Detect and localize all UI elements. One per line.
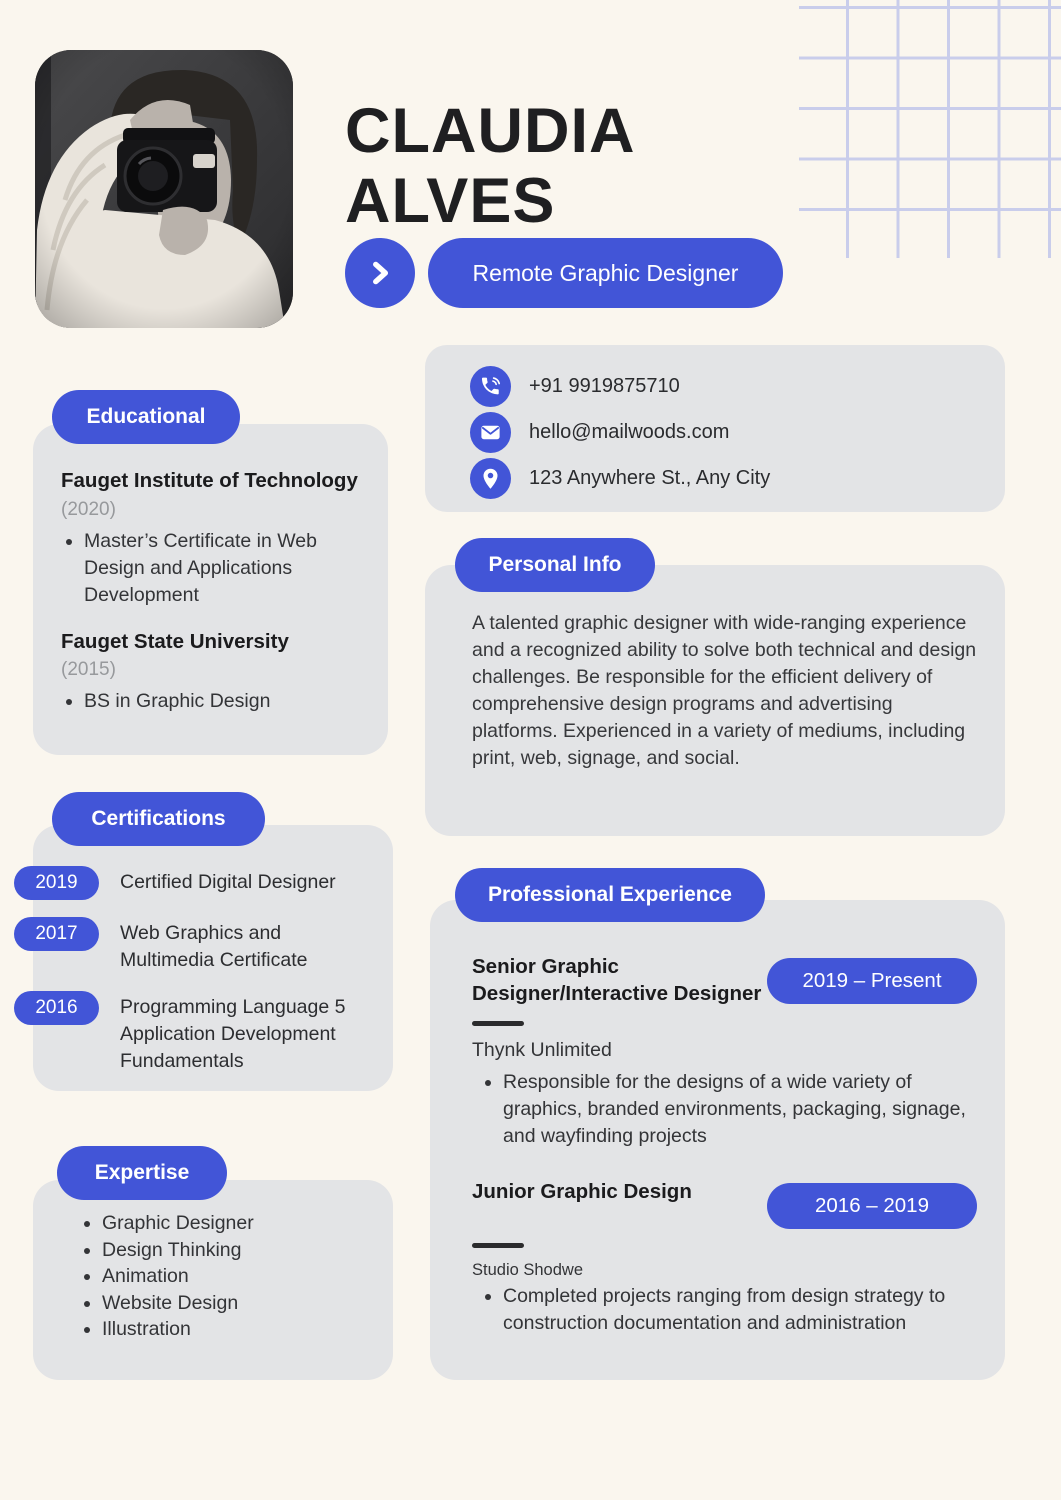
year-badge: 2017 xyxy=(14,917,99,951)
certification-row xyxy=(14,917,375,974)
job-company: Studio Shodwe xyxy=(472,1261,583,1280)
location-icon xyxy=(470,458,511,499)
expertise-item: • Design Thinking xyxy=(102,1237,375,1264)
expertise-item: • Animation xyxy=(102,1263,375,1290)
role-row xyxy=(345,238,783,308)
education-card xyxy=(33,424,388,755)
experience-entry xyxy=(472,1179,977,1337)
education-entry xyxy=(61,629,364,716)
divider xyxy=(472,1243,524,1248)
job-title: Senior Graphic Designer/Interactive Designer xyxy=(472,955,762,1005)
section-label-personal-info: Personal Info xyxy=(455,538,655,592)
experience-entry xyxy=(472,954,977,1150)
job-title: Junior Graphic Design xyxy=(472,1180,692,1204)
education-bullet: • BS in Graphic Design xyxy=(84,688,364,715)
personal-info-card xyxy=(425,565,1005,836)
job-period-badge: 2016 – 2019 xyxy=(767,1183,977,1229)
certification-title: Certified Digital Designer xyxy=(120,871,336,893)
education-bullet: • Master’s Certificate in Web Design and Applications Development xyxy=(84,528,364,609)
certifications-card xyxy=(33,825,393,1091)
certification-row xyxy=(14,866,375,900)
school-name: Fauget State University xyxy=(61,629,289,653)
job-bullet: • Completed projects ranging from design strategy to construction documentation and administration xyxy=(503,1283,977,1337)
school-year: (2015) xyxy=(61,659,116,681)
page-title: CLAUDIA ALVES xyxy=(345,96,634,237)
phone-number: +91 9919875710 xyxy=(529,375,680,397)
expertise-item: • Graphic Designer xyxy=(102,1210,375,1237)
year-badge: 2019 xyxy=(14,866,99,900)
profile-photo xyxy=(35,50,293,328)
expertise-item: • Website Design xyxy=(102,1290,375,1317)
job-period-badge: 2019 – Present xyxy=(767,958,977,1004)
school-name: Fauget Institute of Technology xyxy=(61,469,358,492)
certification-row xyxy=(14,991,375,1075)
grid-pattern-decoration xyxy=(795,0,1061,264)
role-badge: Remote Graphic Designer xyxy=(428,238,783,308)
section-label-expertise: Expertise xyxy=(57,1146,227,1200)
divider xyxy=(472,1021,524,1026)
section-label-professional-experience: Professional Experience xyxy=(455,868,765,922)
expertise-card xyxy=(33,1180,393,1380)
school-year: (2020) xyxy=(61,498,116,520)
experience-card xyxy=(430,900,1005,1380)
section-label-educational: Educational xyxy=(52,390,240,444)
contact-row-phone xyxy=(470,366,1005,407)
education-entry xyxy=(61,468,364,609)
profile-photo-illustration xyxy=(35,50,293,328)
email-address: hello@mailwoods.com xyxy=(529,421,730,443)
contact-row-email xyxy=(470,412,1005,453)
arrow-right-button[interactable] xyxy=(345,238,415,308)
email-icon xyxy=(470,412,511,453)
street-address: 123 Anywhere St., Any City xyxy=(529,467,771,489)
certification-title: Web Graphics and Multimedia Certificate xyxy=(120,922,308,971)
year-badge: 2016 xyxy=(14,991,99,1025)
contact-card xyxy=(425,345,1005,512)
chevron-right-icon xyxy=(365,258,395,288)
job-company: Thynk Unlimited xyxy=(472,1039,612,1062)
certification-title: Programming Language 5 Application Development Fundamentals xyxy=(120,996,346,1072)
job-bullet: • Responsible for the designs of a wide variety of graphics, branded environments, packaging, signage, and wayfinding projects xyxy=(503,1069,977,1150)
expertise-item: • Illustration xyxy=(102,1316,375,1343)
personal-info-text: A talented graphic designer with wide-ranging experience and a recognized ability to solve both technical and design challenges. Be responsible for the efficient delivery of comprehensive design programs and advertising platforms. Experienced in a variety of mediums, including print, web, signage, and social. xyxy=(472,612,977,769)
section-label-certifications: Certifications xyxy=(52,792,265,846)
phone-icon xyxy=(470,366,511,407)
contact-row-address xyxy=(470,458,1005,499)
